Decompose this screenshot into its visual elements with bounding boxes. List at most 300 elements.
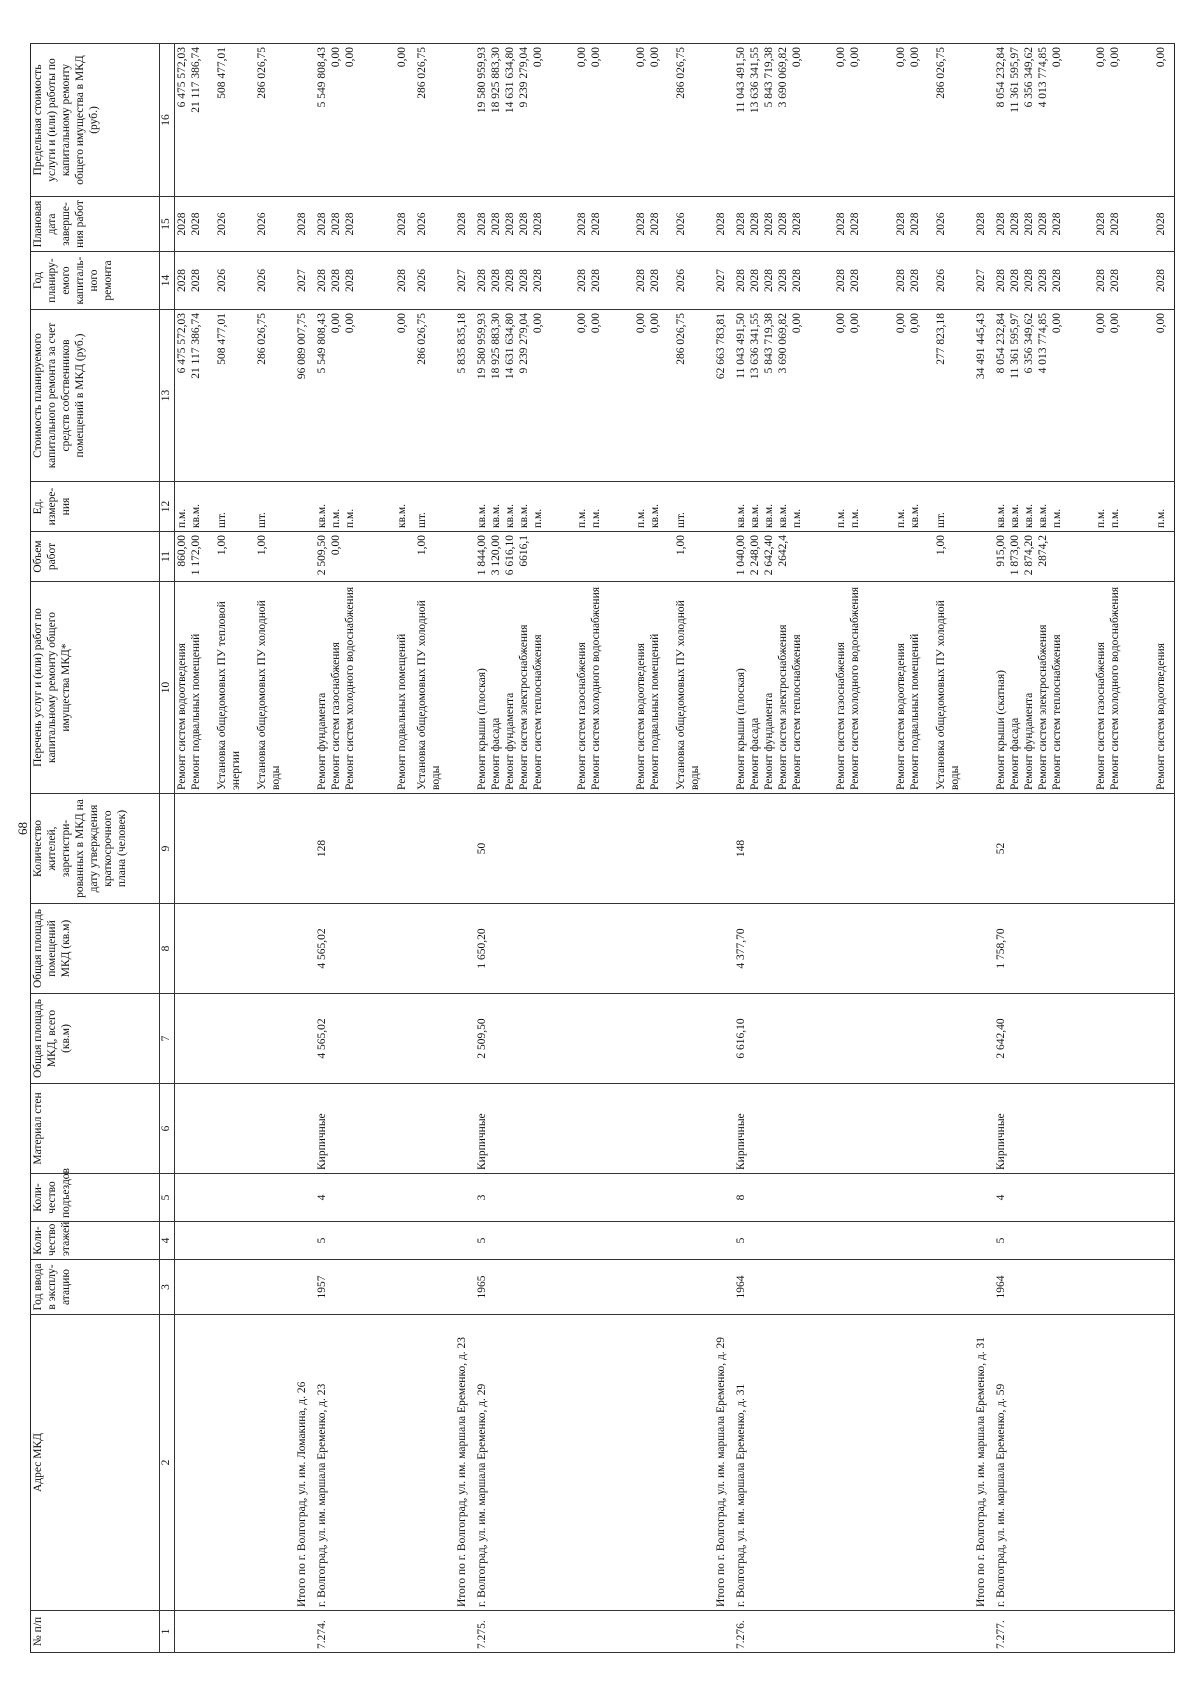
max-cost-line: 21 117 386,74 (190, 47, 202, 113)
unit-line: кв.м. (1008, 503, 1021, 528)
work-row (215, 44, 255, 1653)
address-cell: Итого по г. Волгоград, ул. им. маршала Еременко, д. 31 (974, 1315, 994, 1611)
unit-cell (674, 482, 714, 532)
planned-cost-stack (734, 313, 804, 478)
planned-cost-line: 6 356 349,62 (1022, 313, 1035, 374)
volume-stack (475, 535, 545, 578)
floors-cell (634, 1222, 674, 1260)
unit-stack (395, 485, 409, 528)
work-type-line: Ремонт фундамента (315, 692, 328, 790)
year-built-cell (215, 1260, 255, 1315)
unit-cell (1154, 482, 1174, 532)
repair-year-cell (415, 252, 455, 310)
planned-cost-cell (415, 310, 455, 482)
planned-cost-stack (315, 313, 371, 478)
completion-year-cell (315, 197, 395, 252)
repair-year-stack (215, 255, 243, 306)
unit-cell (894, 482, 934, 532)
planned-cost-line: 19 580 959,93 (475, 313, 488, 380)
repair-year-line: 2028 (1022, 269, 1035, 292)
work-type-cell (974, 582, 994, 794)
completion-year-cell (175, 197, 216, 252)
volume-line: 2874,2 (1036, 535, 1049, 567)
repair-year-stack (994, 255, 1064, 306)
repair-year-line: 2028 (1008, 269, 1021, 292)
max-cost-line: 0,00 (1094, 47, 1107, 68)
completion-year-line: 2028 (190, 212, 202, 236)
max-cost-cell (994, 44, 1094, 197)
max-cost-cell (415, 44, 455, 197)
volume-cell (575, 532, 635, 582)
address-cell (674, 1315, 714, 1611)
planned-cost-line: 0,00 (343, 313, 356, 334)
work-row (634, 44, 674, 1653)
entrances-cell (455, 1174, 475, 1222)
address-cell (934, 1315, 974, 1611)
unit-stack (994, 485, 1064, 528)
repair-year-line: 2026 (415, 269, 428, 292)
work-type-cell (295, 582, 315, 794)
row-number-cell (894, 1611, 934, 1653)
volume-stack (315, 535, 371, 578)
address-cell: Итого по г. Волгоград, ул. им. маршала Еременко, д. 23 (455, 1315, 475, 1611)
residents-cell: 52 (994, 794, 1094, 904)
planned-cost-cell: 5 835 835,18 (455, 310, 475, 482)
work-type-cell (475, 582, 575, 794)
max-cost-line: 286 026,75 (935, 47, 948, 99)
column-number: 13 (160, 310, 175, 482)
max-cost-cell (575, 44, 635, 197)
volume-line (908, 535, 922, 578)
repair-year-cell (734, 252, 834, 310)
repair-year-line: 2028 (315, 269, 328, 292)
unit-cell (575, 482, 635, 532)
repair-year-cell (994, 252, 1094, 310)
completion-year-line: 2026 (415, 212, 428, 236)
repair-year-line: 2028 (849, 269, 862, 292)
total-area-cell: 6 616,10 (734, 994, 834, 1084)
completion-year-line: 2026 (256, 212, 269, 236)
planned-cost-stack (894, 313, 922, 478)
volume-cell (714, 532, 734, 582)
filler-cell (1174, 532, 1175, 582)
max-cost-line: 0,00 (531, 47, 544, 68)
planned-cost-line: 0,00 (635, 313, 648, 334)
repair-year-line: 2028 (835, 269, 848, 292)
column-header: Общая площадь помещений МКД (кв.м) (31, 904, 160, 994)
volume-line: 1,00 (675, 535, 688, 556)
work-row (1094, 44, 1154, 1653)
work-type-cell (674, 582, 714, 794)
max-cost-cell (974, 44, 994, 197)
completion-year-cell (395, 197, 415, 252)
work-type-line: Ремонт подвальных помещений (395, 633, 408, 790)
planned-cost-line: 0,00 (909, 313, 922, 334)
residents-cell (455, 794, 475, 904)
unit-line: п.м. (176, 508, 188, 528)
total-area-cell (255, 994, 295, 1084)
wall-material-cell (415, 1084, 455, 1174)
planned-cost-stack (215, 313, 243, 478)
volume-line: 2 509,50 (315, 535, 328, 576)
unit-stack (255, 485, 283, 528)
work-row (894, 44, 934, 1653)
volume-cell (994, 532, 1094, 582)
planned-cost-stack (1154, 313, 1168, 478)
unit-line: шт. (216, 512, 229, 528)
floors-cell (974, 1222, 994, 1260)
year-built-cell (634, 1260, 674, 1315)
completion-year-line: 2028 (475, 212, 488, 236)
wall-material-cell (295, 1084, 315, 1174)
unit-stack (834, 485, 876, 528)
planned-cost-line: 8 054 232,84 (994, 313, 1007, 374)
work-row (674, 44, 714, 1653)
completion-year-stack (395, 200, 409, 248)
work-row (834, 44, 894, 1653)
column-header: № п/п (31, 1611, 160, 1653)
unit-line: кв.м. (190, 503, 202, 528)
volume-cell (295, 532, 315, 582)
completion-year-line: 2028 (777, 212, 790, 236)
work-type-stack (315, 585, 371, 790)
work-type-cell (315, 582, 395, 794)
premises-area-cell (974, 904, 994, 994)
volume-cell (734, 532, 834, 582)
year-built-cell (575, 1260, 635, 1315)
completion-year-stack (834, 200, 876, 248)
completion-year-line: 2028 (517, 212, 530, 236)
repair-year-stack (315, 255, 371, 306)
floors-cell (215, 1222, 255, 1260)
completion-year-line: 2028 (791, 212, 804, 236)
residents-cell (714, 794, 734, 904)
volume-stack (415, 535, 443, 578)
filler-cell (1174, 1260, 1175, 1315)
completion-year-line: 2028 (503, 212, 516, 236)
completion-year-line: 2028 (343, 212, 356, 236)
entrances-cell: 4 (994, 1174, 1094, 1222)
planned-cost-line: 5 549 808,43 (315, 313, 328, 374)
volume-stack (934, 535, 962, 578)
address-cell: г. Волгоград, ул. им. маршала Еременко, д. 59 (994, 1315, 1094, 1611)
repair-year-stack (575, 255, 617, 306)
completion-year-stack (475, 200, 545, 248)
unit-stack (575, 485, 617, 528)
filler-cell (1174, 1174, 1175, 1222)
page-number: 68 (15, 822, 30, 835)
planned-cost-cell: 34 491 445,43 (974, 310, 994, 482)
max-cost-line: 0,00 (395, 47, 408, 68)
wall-material-cell (894, 1084, 934, 1174)
unit-cell (475, 482, 575, 532)
work-type-stack (734, 585, 804, 790)
planned-cost-line: 0,00 (589, 313, 602, 334)
max-cost-line: 0,00 (329, 47, 342, 68)
volume-cell (415, 532, 455, 582)
completion-year-stack (1154, 200, 1168, 248)
repair-year-stack (834, 255, 876, 306)
unit-stack (1154, 485, 1168, 528)
planned-cost-stack (674, 313, 702, 478)
completion-year-stack (415, 200, 443, 248)
work-type-stack (395, 585, 409, 790)
completion-year-cell: 2028 (455, 197, 475, 252)
entrances-cell (295, 1174, 315, 1222)
column-number: 8 (160, 904, 175, 994)
repair-year-cell (315, 252, 395, 310)
total-area-cell (974, 994, 994, 1084)
row-number-cell (255, 1611, 295, 1653)
residents-cell: 50 (475, 794, 575, 904)
repair-year-line: 2028 (909, 269, 922, 292)
planned-cost-line: 0,00 (329, 313, 342, 334)
entrances-cell: 4 (315, 1174, 395, 1222)
volume-line: 1 040,00 (735, 535, 748, 576)
unit-line: кв.м. (315, 503, 328, 528)
unit-cell (455, 482, 475, 532)
repair-year-line: 2028 (489, 269, 502, 292)
planned-cost-line: 0,00 (1050, 313, 1063, 334)
unit-cell (215, 482, 255, 532)
planned-cost-line: 21 117 386,74 (190, 313, 202, 379)
completion-year-line: 2028 (749, 212, 762, 236)
repair-year-stack (395, 255, 409, 306)
max-cost-stack (734, 47, 804, 193)
volume-stack (994, 535, 1064, 578)
completion-year-cell: 2028 (295, 197, 315, 252)
year-built-cell (1094, 1260, 1154, 1315)
address-cell (395, 1315, 415, 1611)
max-cost-cell (315, 44, 395, 197)
max-cost-line: 13 636 341,55 (749, 47, 762, 114)
residents-cell: 148 (734, 794, 834, 904)
unit-line: п.м. (1154, 508, 1167, 528)
entrances-cell (215, 1174, 255, 1222)
completion-year-stack (994, 200, 1064, 248)
planned-cost-cell: 62 663 783,81 (714, 310, 734, 482)
repair-year-stack (255, 255, 283, 306)
address-cell: Итого по г. Волгоград, ул. им. Ломакина, д. 26 (295, 1315, 315, 1611)
max-cost-cell (714, 44, 734, 197)
max-cost-line: 0,00 (1108, 47, 1121, 68)
volume-line (1094, 535, 1108, 578)
residents-cell (634, 794, 674, 904)
unit-cell (295, 482, 315, 532)
volume-cell (674, 532, 714, 582)
premises-area-cell: 4 565,02 (315, 904, 395, 994)
work-type-cell (175, 582, 216, 794)
completion-year-line: 2028 (735, 212, 748, 236)
filler-cell (1174, 904, 1175, 994)
volume-cell (455, 532, 475, 582)
address-cell (255, 1315, 295, 1611)
volume-stack (575, 535, 617, 578)
premises-area-cell (934, 904, 974, 994)
max-cost-line: 8 054 232,84 (994, 47, 1007, 108)
work-type-line: Ремонт фасада (749, 717, 762, 790)
premises-area-cell (674, 904, 714, 994)
max-cost-line: 18 925 883,30 (489, 47, 502, 114)
wall-material-cell (215, 1084, 255, 1174)
row-number-cell (575, 1611, 635, 1653)
premises-area-cell (1094, 904, 1154, 994)
year-built-cell (934, 1260, 974, 1315)
floors-cell: 5 (994, 1222, 1094, 1260)
work-type-line: Ремонт систем водоотведения (1154, 643, 1167, 790)
column-header: Коли-чество этажей (31, 1222, 160, 1260)
unit-line: шт. (675, 512, 688, 528)
planned-cost-line: 5 843 719,38 (763, 313, 776, 374)
floors-cell (175, 1222, 216, 1260)
premises-area-cell: 4 377,70 (734, 904, 834, 994)
total-area-cell (1154, 994, 1174, 1084)
residents-cell (215, 794, 255, 904)
repair-year-cell: 2027 (714, 252, 734, 310)
completion-year-line: 2028 (575, 212, 588, 236)
total-area-cell: 4 565,02 (315, 994, 395, 1084)
work-type-line: Ремонт крыши (плоская) (735, 668, 748, 790)
unit-line: п.м. (329, 508, 342, 528)
completion-year-cell (475, 197, 575, 252)
completion-year-stack (175, 200, 203, 248)
work-type-line: Ремонт крыши (плоская) (475, 668, 488, 790)
max-cost-stack (395, 47, 409, 193)
unit-line: кв.м. (517, 503, 530, 528)
repair-year-line: 2028 (343, 269, 356, 292)
unit-stack (634, 485, 662, 528)
column-header: Плановая дата заверше-ния работ (31, 197, 160, 252)
max-cost-line: 9 239 279,04 (517, 47, 530, 108)
unit-line: кв.м. (763, 503, 776, 528)
column-number: 7 (160, 994, 175, 1084)
max-cost-cell (255, 44, 295, 197)
work-type-cell (455, 582, 475, 794)
wall-material-cell (714, 1084, 734, 1174)
work-type-cell (1094, 582, 1154, 794)
completion-year-cell (215, 197, 255, 252)
year-built-cell (834, 1260, 894, 1315)
entrances-cell (395, 1174, 415, 1222)
completion-year-stack (215, 200, 243, 248)
planned-cost-cell (634, 310, 674, 482)
address-cell (894, 1315, 934, 1611)
completion-year-cell (1154, 197, 1174, 252)
planned-cost-cell (934, 310, 974, 482)
wall-material-cell (455, 1084, 475, 1174)
max-cost-line: 6 356 349,62 (1022, 47, 1035, 108)
volume-line: 2 248,00 (749, 535, 762, 576)
max-cost-line: 5 549 808,43 (315, 47, 328, 108)
planned-cost-line: 0,00 (395, 313, 408, 334)
year-built-cell (1154, 1260, 1174, 1315)
repair-year-cell: 2027 (455, 252, 475, 310)
repair-year-cell (634, 252, 674, 310)
address-cell: Итого по г. Волгоград, ул. им. маршала Еременко, д. 29 (714, 1315, 734, 1611)
completion-year-cell (834, 197, 894, 252)
work-type-stack (934, 585, 962, 790)
floors-cell (934, 1222, 974, 1260)
residents-cell (1154, 794, 1174, 904)
unit-line: п.м. (635, 508, 648, 528)
row-number-cell: 7.277. (994, 1611, 1094, 1653)
wall-material-cell: Кирпичные (315, 1084, 395, 1174)
max-cost-cell (395, 44, 415, 197)
year-built-cell (295, 1260, 315, 1315)
unit-line: кв.м. (777, 503, 790, 528)
planned-cost-cell (674, 310, 714, 482)
volume-line: 0,00 (329, 535, 342, 556)
entrances-cell (674, 1174, 714, 1222)
premises-area-cell (714, 904, 734, 994)
max-cost-line: 0,00 (649, 47, 662, 68)
planned-cost-cell (315, 310, 395, 482)
total-area-cell (175, 994, 216, 1084)
volume-cell (634, 532, 674, 582)
max-cost-line: 286 026,75 (415, 47, 428, 99)
planned-cost-stack (175, 313, 203, 478)
max-cost-line: 0,00 (835, 47, 848, 68)
work-type-line: Ремонт систем электроснабжения (777, 624, 790, 790)
planned-cost-stack (834, 313, 876, 478)
volume-stack (395, 535, 409, 578)
volume-cell (974, 532, 994, 582)
row-number-cell (1154, 1611, 1174, 1653)
planned-cost-line: 14 631 634,80 (503, 313, 516, 380)
unit-stack (415, 485, 443, 528)
max-cost-line: 0,00 (589, 47, 602, 68)
max-cost-cell (475, 44, 575, 197)
work-type-line: Ремонт систем теплоснабжения (1050, 634, 1063, 790)
column-number: 6 (160, 1084, 175, 1174)
work-type-line: Ремонт фундамента (503, 692, 516, 790)
unit-line: п.м. (531, 508, 544, 528)
floors-cell (674, 1222, 714, 1260)
unit-stack (175, 485, 203, 528)
work-row (175, 44, 216, 1653)
repair-year-line: 2028 (475, 269, 488, 292)
max-cost-stack (175, 47, 203, 193)
completion-year-line: 2028 (895, 212, 908, 236)
max-cost-cell (834, 44, 894, 197)
unit-cell (734, 482, 834, 532)
work-type-stack (894, 585, 922, 790)
completion-year-line: 2026 (935, 212, 948, 236)
unit-line: шт. (256, 512, 269, 528)
work-type-line: Установка общедомовых ПУ холодной воды (256, 600, 283, 790)
work-type-stack (415, 585, 443, 790)
row-number-cell (634, 1611, 674, 1653)
repair-plan-table (30, 43, 1175, 1653)
repair-year-line: 2028 (176, 269, 188, 292)
work-row (1154, 44, 1174, 1653)
floors-cell (295, 1222, 315, 1260)
planned-cost-cell (834, 310, 894, 482)
volume-stack (215, 535, 243, 578)
premises-area-cell (894, 904, 934, 994)
year-built-cell (415, 1260, 455, 1315)
house-row (734, 44, 834, 1653)
max-cost-line: 286 026,75 (675, 47, 688, 99)
total-area-cell (834, 994, 894, 1084)
volume-line: 2642,4 (777, 535, 790, 567)
completion-year-cell (1094, 197, 1154, 252)
work-type-stack (175, 585, 203, 790)
max-cost-line: 0,00 (791, 47, 804, 68)
wall-material-cell (934, 1084, 974, 1174)
unit-line: шт. (935, 512, 948, 528)
planned-cost-stack (1094, 313, 1136, 478)
